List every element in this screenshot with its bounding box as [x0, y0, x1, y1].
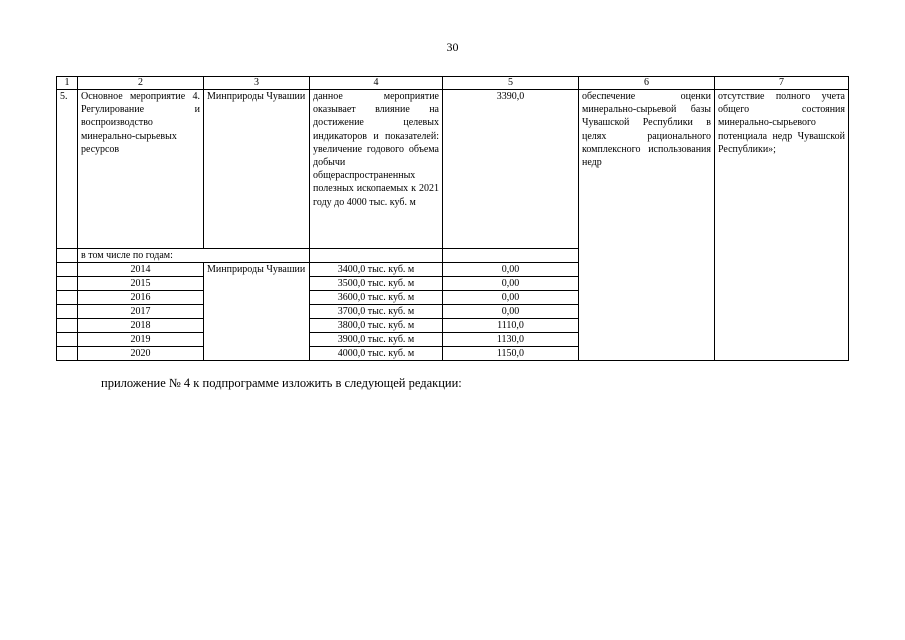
- amount-cell: 1130,0: [443, 333, 579, 347]
- year-cell: 2014: [78, 263, 204, 277]
- empty-cell: [443, 249, 579, 263]
- closing-paragraph: приложение № 4 к подпрограмме изложить в следующей редакции:: [101, 376, 462, 390]
- column-header: 2: [78, 77, 204, 90]
- column-header: 1: [57, 77, 78, 90]
- volume-cell: 3700,0 тыс. куб. м: [310, 305, 443, 319]
- empty-cell: [57, 291, 78, 305]
- volume-cell: 3600,0 тыс. куб. м: [310, 291, 443, 305]
- volume-cell: 3500,0 тыс. куб. м: [310, 277, 443, 291]
- header-row: [57, 77, 849, 90]
- amount-cell: 0,00: [443, 305, 579, 319]
- year-cell: 2017: [78, 305, 204, 319]
- year-cell: 2019: [78, 333, 204, 347]
- non-implementation-consequence: отсутствие полного учета общего состояния минерально-сырьевого потенциала недр Чувашской Республики»;: [715, 90, 849, 361]
- year-cell: 2020: [78, 347, 204, 361]
- empty-cell: [57, 305, 78, 319]
- volume-cell: 3900,0 тыс. куб. м: [310, 333, 443, 347]
- year-cell: 2015: [78, 277, 204, 291]
- volume-cell: 4000,0 тыс. куб. м: [310, 347, 443, 361]
- column-header: 6: [579, 77, 715, 90]
- amount-cell: 1110,0: [443, 319, 579, 333]
- by-years-label: в том числе по годам:: [78, 249, 310, 263]
- activities-table: [56, 76, 849, 361]
- column-header: 3: [204, 77, 310, 90]
- year-cell: 2018: [78, 319, 204, 333]
- column-header: 4: [310, 77, 443, 90]
- empty-cell: [57, 249, 78, 263]
- amount-cell: 0,00: [443, 291, 579, 305]
- table-row: [57, 90, 849, 249]
- years-responsible: Минприроды Чувашии: [204, 263, 310, 361]
- expected-result: обеспечение оценки минерально-сырьевой базы Чувашской Республики в целях рационального комплексного использования недр: [579, 90, 715, 361]
- amount-cell: 0,00: [443, 263, 579, 277]
- column-header: 5: [443, 77, 579, 90]
- year-cell: 2016: [78, 291, 204, 305]
- volume-cell: 3400,0 тыс. куб. м: [310, 263, 443, 277]
- empty-cell: [57, 319, 78, 333]
- amount-cell: 0,00: [443, 277, 579, 291]
- page-number: 30: [446, 40, 459, 54]
- column-header: 7: [715, 77, 849, 90]
- row-number: 5.: [57, 90, 78, 249]
- event-description: данное мероприятие оказывает влияние на достижение целевых индикаторов и показателей: увеличение годового объема добычи общераспространенных полезных ископаемых к 2021 году до 4000 тыс. куб. м: [310, 90, 443, 249]
- event-name: Основное мероприятие 4. Регулирование и воспроизводство минерально-сырьевых ресурсов: [78, 90, 204, 249]
- empty-cell: [57, 347, 78, 361]
- volume-cell: 3800,0 тыс. куб. м: [310, 319, 443, 333]
- empty-cell: [57, 333, 78, 347]
- empty-cell: [57, 263, 78, 277]
- responsible-executor: Минприроды Чувашии: [204, 90, 310, 249]
- funding-amount: 3390,0: [443, 90, 579, 249]
- empty-cell: [57, 277, 78, 291]
- empty-cell: [310, 249, 443, 263]
- amount-cell: 1150,0: [443, 347, 579, 361]
